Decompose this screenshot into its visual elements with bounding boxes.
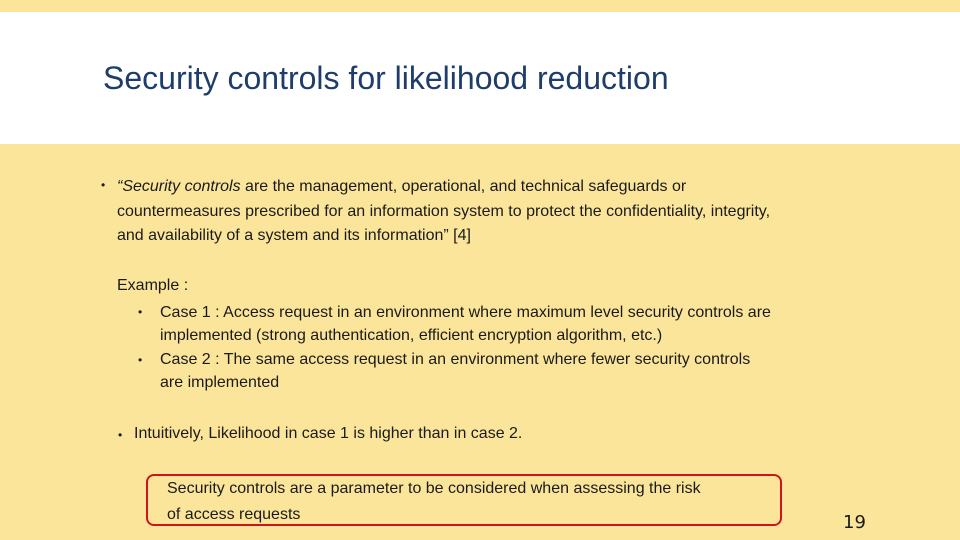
intuition-bullet: • xyxy=(118,428,123,442)
intuition-text: Intuitively, Likelihood in case 1 is higher than in case 2. xyxy=(134,425,523,442)
case-2-bullet: • xyxy=(138,353,143,367)
definition-line-3: and availability of a system and its information” [4] xyxy=(117,227,471,244)
definition-bullet: • xyxy=(101,178,106,192)
example-heading: Example : xyxy=(117,277,189,294)
definition-line-1-rest: are the management, operational, and technical safeguards or xyxy=(240,178,687,195)
case-1-text xyxy=(160,302,860,347)
definition-text xyxy=(117,175,853,249)
case-2-text xyxy=(160,349,860,394)
top-accent-strip xyxy=(0,0,960,12)
case-1-line-2: implemented (strong authentication, efficient encryption algorithm, etc.) xyxy=(160,326,663,344)
page-number: 19 xyxy=(843,512,866,533)
callout-line-1: Security controls are a parameter to be considered when assessing the risk xyxy=(167,480,701,497)
slide-title: Security controls for likelihood reduction xyxy=(103,60,669,96)
case-1-line-1: Case 1 : Access request in an environment where maximum level security controls are xyxy=(160,304,771,321)
callout-line-2: of access requests xyxy=(167,506,301,523)
case-2-line-2: are implemented xyxy=(160,373,280,391)
case-1-bullet: • xyxy=(138,305,143,319)
definition-line-1 xyxy=(117,175,853,200)
case-2-line-1: Case 2 : The same access request in an environment where fewer security controls xyxy=(160,351,751,368)
definition-line-2: countermeasures prescribed for an information system to protect the confidentiality, integrity, xyxy=(117,202,771,220)
callout-text xyxy=(167,476,777,528)
definition-quote-italic: “Security controls xyxy=(117,178,241,195)
